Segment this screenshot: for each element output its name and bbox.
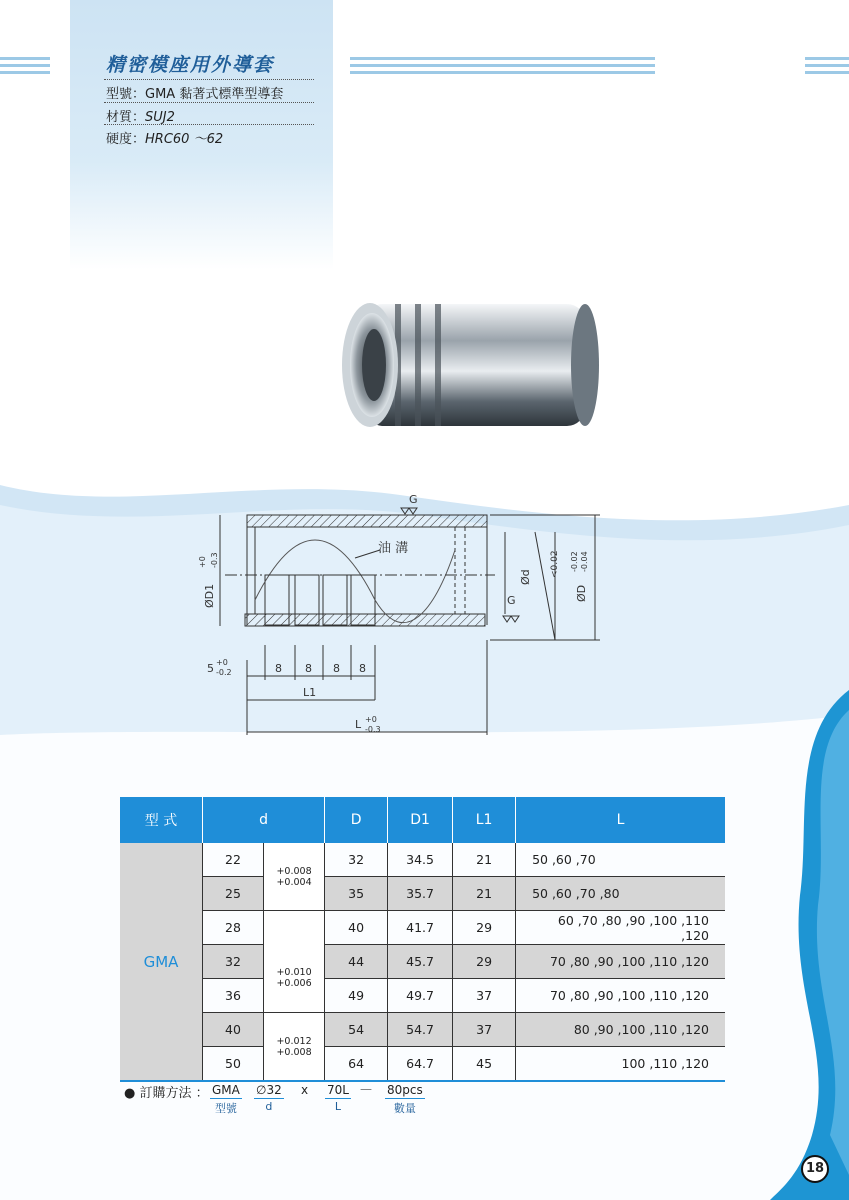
order-d-value: ∅32: [256, 1083, 282, 1097]
cell-d: 28: [203, 911, 264, 945]
header-d: d: [203, 797, 325, 843]
cell-D1: 64.7: [388, 1047, 453, 1082]
cell-d: 25: [203, 877, 264, 911]
cell-L1: 45: [453, 1047, 516, 1082]
cell-d: 22: [203, 843, 264, 877]
header-stripe-left: [0, 57, 50, 60]
cell-D: 40: [325, 911, 388, 945]
groove-pitch-1: 8: [275, 662, 282, 675]
header-stripe-right-2: [805, 64, 849, 67]
title-divider: [104, 79, 314, 80]
cell-D: 44: [325, 945, 388, 979]
l1-dim-label: L1: [303, 686, 317, 699]
order-x-separator: x: [301, 1083, 309, 1097]
tolerance-cell: [264, 1013, 325, 1082]
tol-bot: +0.008: [276, 1046, 312, 1058]
header-stripe-right-3: [805, 71, 849, 74]
runout-label: <0.02: [550, 550, 560, 578]
order-d-caption: d: [265, 1100, 273, 1113]
model-cell: GMA: [120, 843, 203, 1081]
shoulder-length: 5: [207, 662, 214, 675]
header-L1: L1: [453, 797, 516, 843]
table-row: [120, 945, 725, 979]
cell-d: 50: [203, 1047, 264, 1082]
guide-bushing-photo: [320, 290, 610, 440]
technical-drawing: [195, 490, 615, 750]
order-qty-value: 80pcs: [387, 1083, 423, 1097]
order-qty-caption: 數量: [393, 1102, 416, 1115]
l-tol-bot: -0.3: [365, 725, 381, 734]
header-L: L: [516, 797, 725, 843]
groove-pitch-4: 8: [359, 662, 366, 675]
cell-d: 40: [203, 1013, 264, 1047]
header-stripe-middle-2: [350, 64, 655, 67]
cell-d: 32: [203, 945, 264, 979]
tol-top: +0.008: [276, 865, 312, 877]
order-l-value: 70L: [327, 1083, 349, 1097]
tol-top: +0.012: [276, 1035, 312, 1047]
tolerance-cell: [264, 945, 325, 1013]
table-row: [120, 843, 725, 877]
header-stripe-left-2: [0, 64, 50, 67]
shoulder-tol-bot: -0.2: [216, 668, 232, 677]
cell-D: 35: [325, 877, 388, 911]
spec-table: [120, 797, 725, 1082]
order-model-value: GMA: [212, 1083, 240, 1097]
D-label: ØD: [575, 584, 588, 602]
cell-L: 50 ,60 ,70 ,80: [516, 877, 725, 911]
model-line: 型號：GMA 黏著式標準型導套: [106, 87, 284, 102]
cell-D1: 45.7: [388, 945, 453, 979]
header-stripe-middle-3: [350, 71, 655, 74]
oil-groove-label: 油 溝: [378, 541, 409, 556]
tol-bot: +0.006: [276, 978, 312, 990]
cell-L: 80 ,90 ,100 ,110 ,120: [516, 1013, 725, 1047]
header-stripe-right: [805, 57, 849, 60]
cell-D: 64: [325, 1047, 388, 1082]
d1-tol-top: +0: [198, 556, 207, 568]
order-dash: —: [360, 1082, 372, 1096]
cell-L: 70 ,80 ,90 ,100 ,110 ,120: [516, 979, 725, 1013]
cell-L: 100 ,110 ,120: [516, 1047, 725, 1082]
cell-D1: 41.7: [388, 911, 453, 945]
table-row: [120, 877, 725, 911]
material-value: SUJ2: [145, 110, 175, 125]
cell-D: 49: [325, 979, 388, 1013]
d-label: Ød: [519, 569, 532, 585]
page-title: 精密模座用外導套: [106, 54, 275, 76]
hardness-value: HRC60 ～62: [145, 132, 224, 147]
cell-D: 54: [325, 1013, 388, 1047]
header-D1: D1: [388, 797, 453, 843]
cell-L: 70 ,80 ,90 ,100 ,110 ,120: [516, 945, 725, 979]
order-d-group: [254, 1083, 284, 1113]
mid-surface-mark: G: [507, 594, 516, 607]
table-row: [120, 911, 725, 945]
table-row: [120, 979, 725, 1013]
cell-L1: 29: [453, 911, 516, 945]
order-l-caption: L: [334, 1100, 342, 1113]
order-method-label: ● 訂購方法 ：: [124, 1086, 209, 1101]
tol-bot: +0.004: [276, 876, 312, 888]
shoulder-tol-top: +0: [216, 658, 228, 667]
cell-D1: 54.7: [388, 1013, 453, 1047]
l-dim-label: L: [355, 718, 362, 731]
material-line: [106, 106, 175, 125]
cell-L: 50 ,60 ,70: [516, 843, 725, 877]
cell-L1: 37: [453, 1013, 516, 1047]
cell-D1: 49.7: [388, 979, 453, 1013]
page-number: 18: [801, 1155, 829, 1183]
cell-L1: 21: [453, 843, 516, 877]
D-tol-bot: -0.04: [580, 551, 589, 572]
d1-label: ØD1: [203, 583, 216, 608]
header-model: 型 式: [120, 797, 203, 843]
spec-divider-2: [104, 124, 314, 125]
order-l-group: [325, 1083, 351, 1113]
header-stripe-left-3: [0, 71, 50, 74]
cell-L1: 29: [453, 945, 516, 979]
table-header-row: [120, 797, 725, 843]
material-label: 材質：: [106, 110, 146, 125]
order-model-group: [210, 1083, 242, 1116]
d1-tol-bot: -0.3: [210, 552, 219, 568]
cell-L1: 37: [453, 979, 516, 1013]
groove-pitch-3: 8: [333, 662, 340, 675]
header-stripe-middle: [350, 57, 655, 60]
table-row: [120, 1047, 725, 1082]
cell-d: 36: [203, 979, 264, 1013]
order-model-caption: 型號: [214, 1102, 237, 1115]
header-D: D: [325, 797, 388, 843]
tolerance-cell-blank: [264, 911, 325, 945]
cell-L1: 21: [453, 877, 516, 911]
cell-D1: 35.7: [388, 877, 453, 911]
order-qty-group: [385, 1083, 425, 1116]
cell-L: 60 ,70 ,80 ,90 ,100 ,110 ,120: [516, 911, 725, 945]
table-row: [120, 1013, 725, 1047]
D-tol-top: -0.02: [570, 551, 579, 572]
tolerance-cell: [264, 843, 325, 911]
l-tol-top: +0: [365, 715, 377, 724]
surface-mark-top: G: [409, 493, 418, 506]
groove-pitch-2: 8: [305, 662, 312, 675]
hardness-label: 硬度：: [106, 132, 146, 147]
cell-D: 32: [325, 843, 388, 877]
spec-divider-1: [104, 102, 314, 103]
tol-top: +0.010: [276, 967, 312, 979]
hardness-line: [106, 128, 223, 147]
cell-D1: 34.5: [388, 843, 453, 877]
